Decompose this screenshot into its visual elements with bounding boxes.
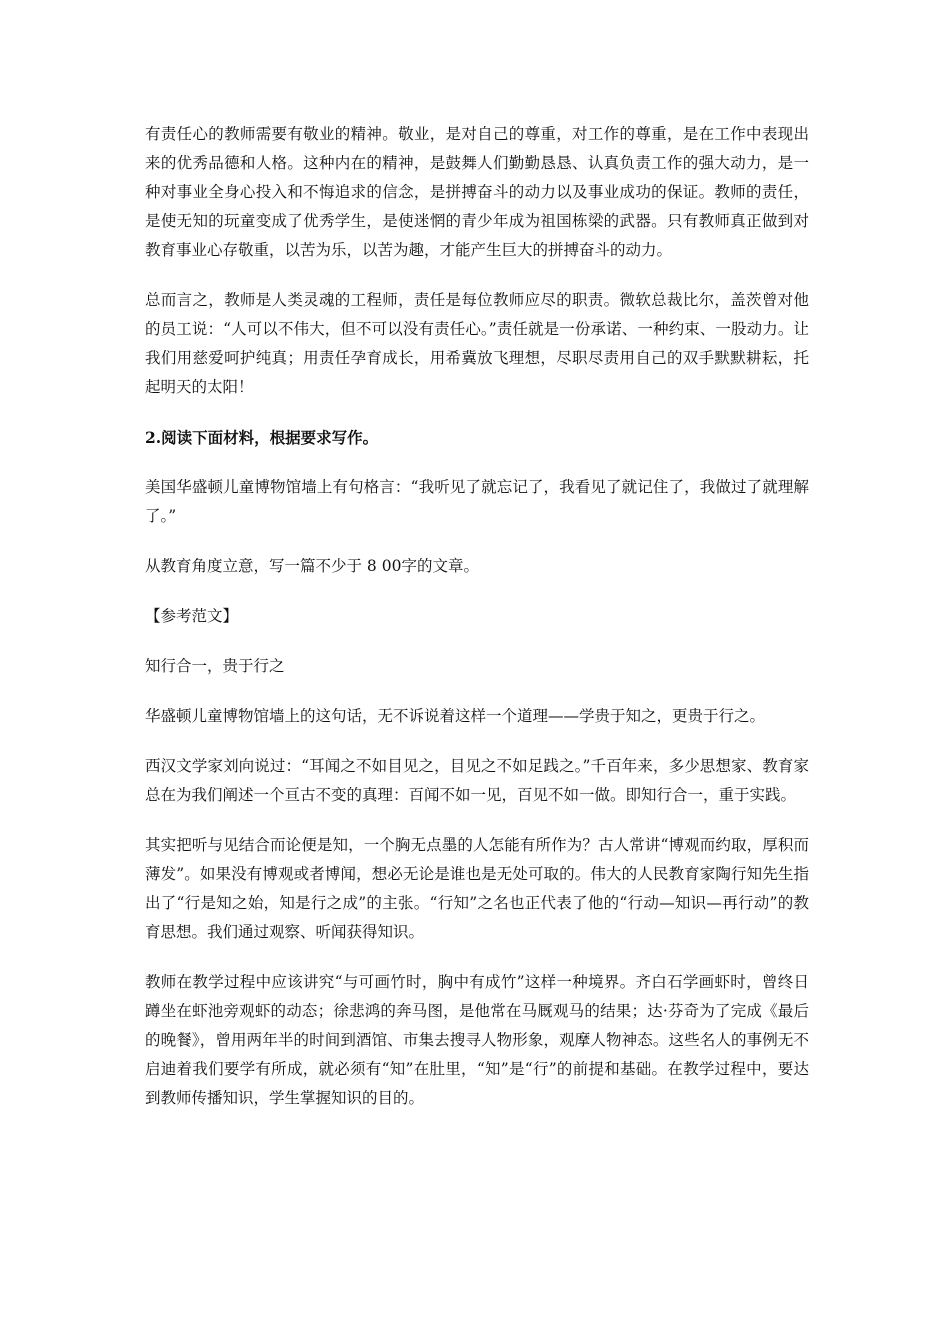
essay-paragraph-4: 教师在教学过程中应该讲究“与可画竹时，胸中有成竹”这样一种境界。齐白石学画虾时，曾终日蹲坐在虾池旁观虾的动态；徐悲鸿的奔马图，是他常在马厩观马的结果；达·芬奇为了完成《最后的晚餐》，曾用两年半的时间到酒馆、市集去搜寻人物形象，观摩人物神态。这些名人的事例无不启迪着我们要学有所成，就必须有“知”在肚里，“知”是“行”的前提和基础。在教学过程中，要达到教师传播知识，学生掌握知识的目的。 bbox=[145, 973, 809, 1107]
essay-paragraph-3: 其实把听与见结合而论便是知，一个胸无点墨的人怎能有所作为？古人常讲“博观而约取，厚积而薄发”。如果没有博观或者博闻，想必无论是谁也是无处可取的。伟大的人民教育家陶行知先生指出了“行是知之始，知是行之成”的主张。“行知”之名也正代表了他的“行动—知识—再行动”的教育思想。我们通过观察、听闻获得知识。 bbox=[145, 836, 809, 941]
paragraph-conclusion: 总而言之，教师是人类灵魂的工程师，责任是每位教师应尽的职责。微软总裁比尔，盖茨曾对他的员工说：“人可以不伟大，但不可以没有责任心。”责任就是一份承诺、一种约束、一股动力。让我们用慈爱呵护纯真；用责任孕育成长，用希冀放飞理想，尽职尽责用自己的双手默默耕耘，托起明天的太阳！ bbox=[145, 291, 809, 396]
question-heading: 2.阅读下面材料，根据要求写作。 bbox=[145, 428, 379, 447]
essay-paragraph-2: 西汉文学家刘向说过：“耳闻之不如目见之，目见之不如足践之。”千百年来，多少思想家、教育家总在为我们阐述一个亘古不变的真理：百闻不如一见，百见不如一做。即知行合一，重于实践。 bbox=[145, 757, 809, 804]
document-body bbox=[145, 120, 809, 1134]
essay-title: 知行合一，贵于行之 bbox=[145, 657, 285, 675]
material-quote: 美国华盛顿儿童博物馆墙上有句格言：“我听见了就忘记了，我看见了就记住了，我做过了就理解了。” bbox=[145, 478, 809, 525]
writing-requirement: 从教育角度立意，写一篇不少于 8 00字的文章。 bbox=[145, 557, 479, 575]
paragraph-responsibility-dedication: 有责任心的教师需要有敬业的精神。敬业，是对自己的尊重，对工作的尊重，是在工作中表现出来的优秀品德和人格。这种内在的精神，是鼓舞人们勤勤恳恳、认真负责工作的强大动力，是一种对事业全身心投入和不悔追求的信念，是拼搏奋斗的动力以及事业成功的保证。教师的责任，是使无知的玩童变成了优秀学生，是使迷惘的青少年成为祖国栋梁的武器。只有教师真正做到对教育事业心存敬重，以苦为乐，以苦为趣，才能产生巨大的拼搏奋斗的动力。 bbox=[145, 125, 809, 259]
essay-paragraph-1: 华盛顿儿童博物馆墙上的这句话，无不诉说着这样一个道理——学贵于知之，更贵于行之。 bbox=[145, 707, 766, 725]
reference-essay-label: 【参考范文】 bbox=[145, 607, 239, 625]
